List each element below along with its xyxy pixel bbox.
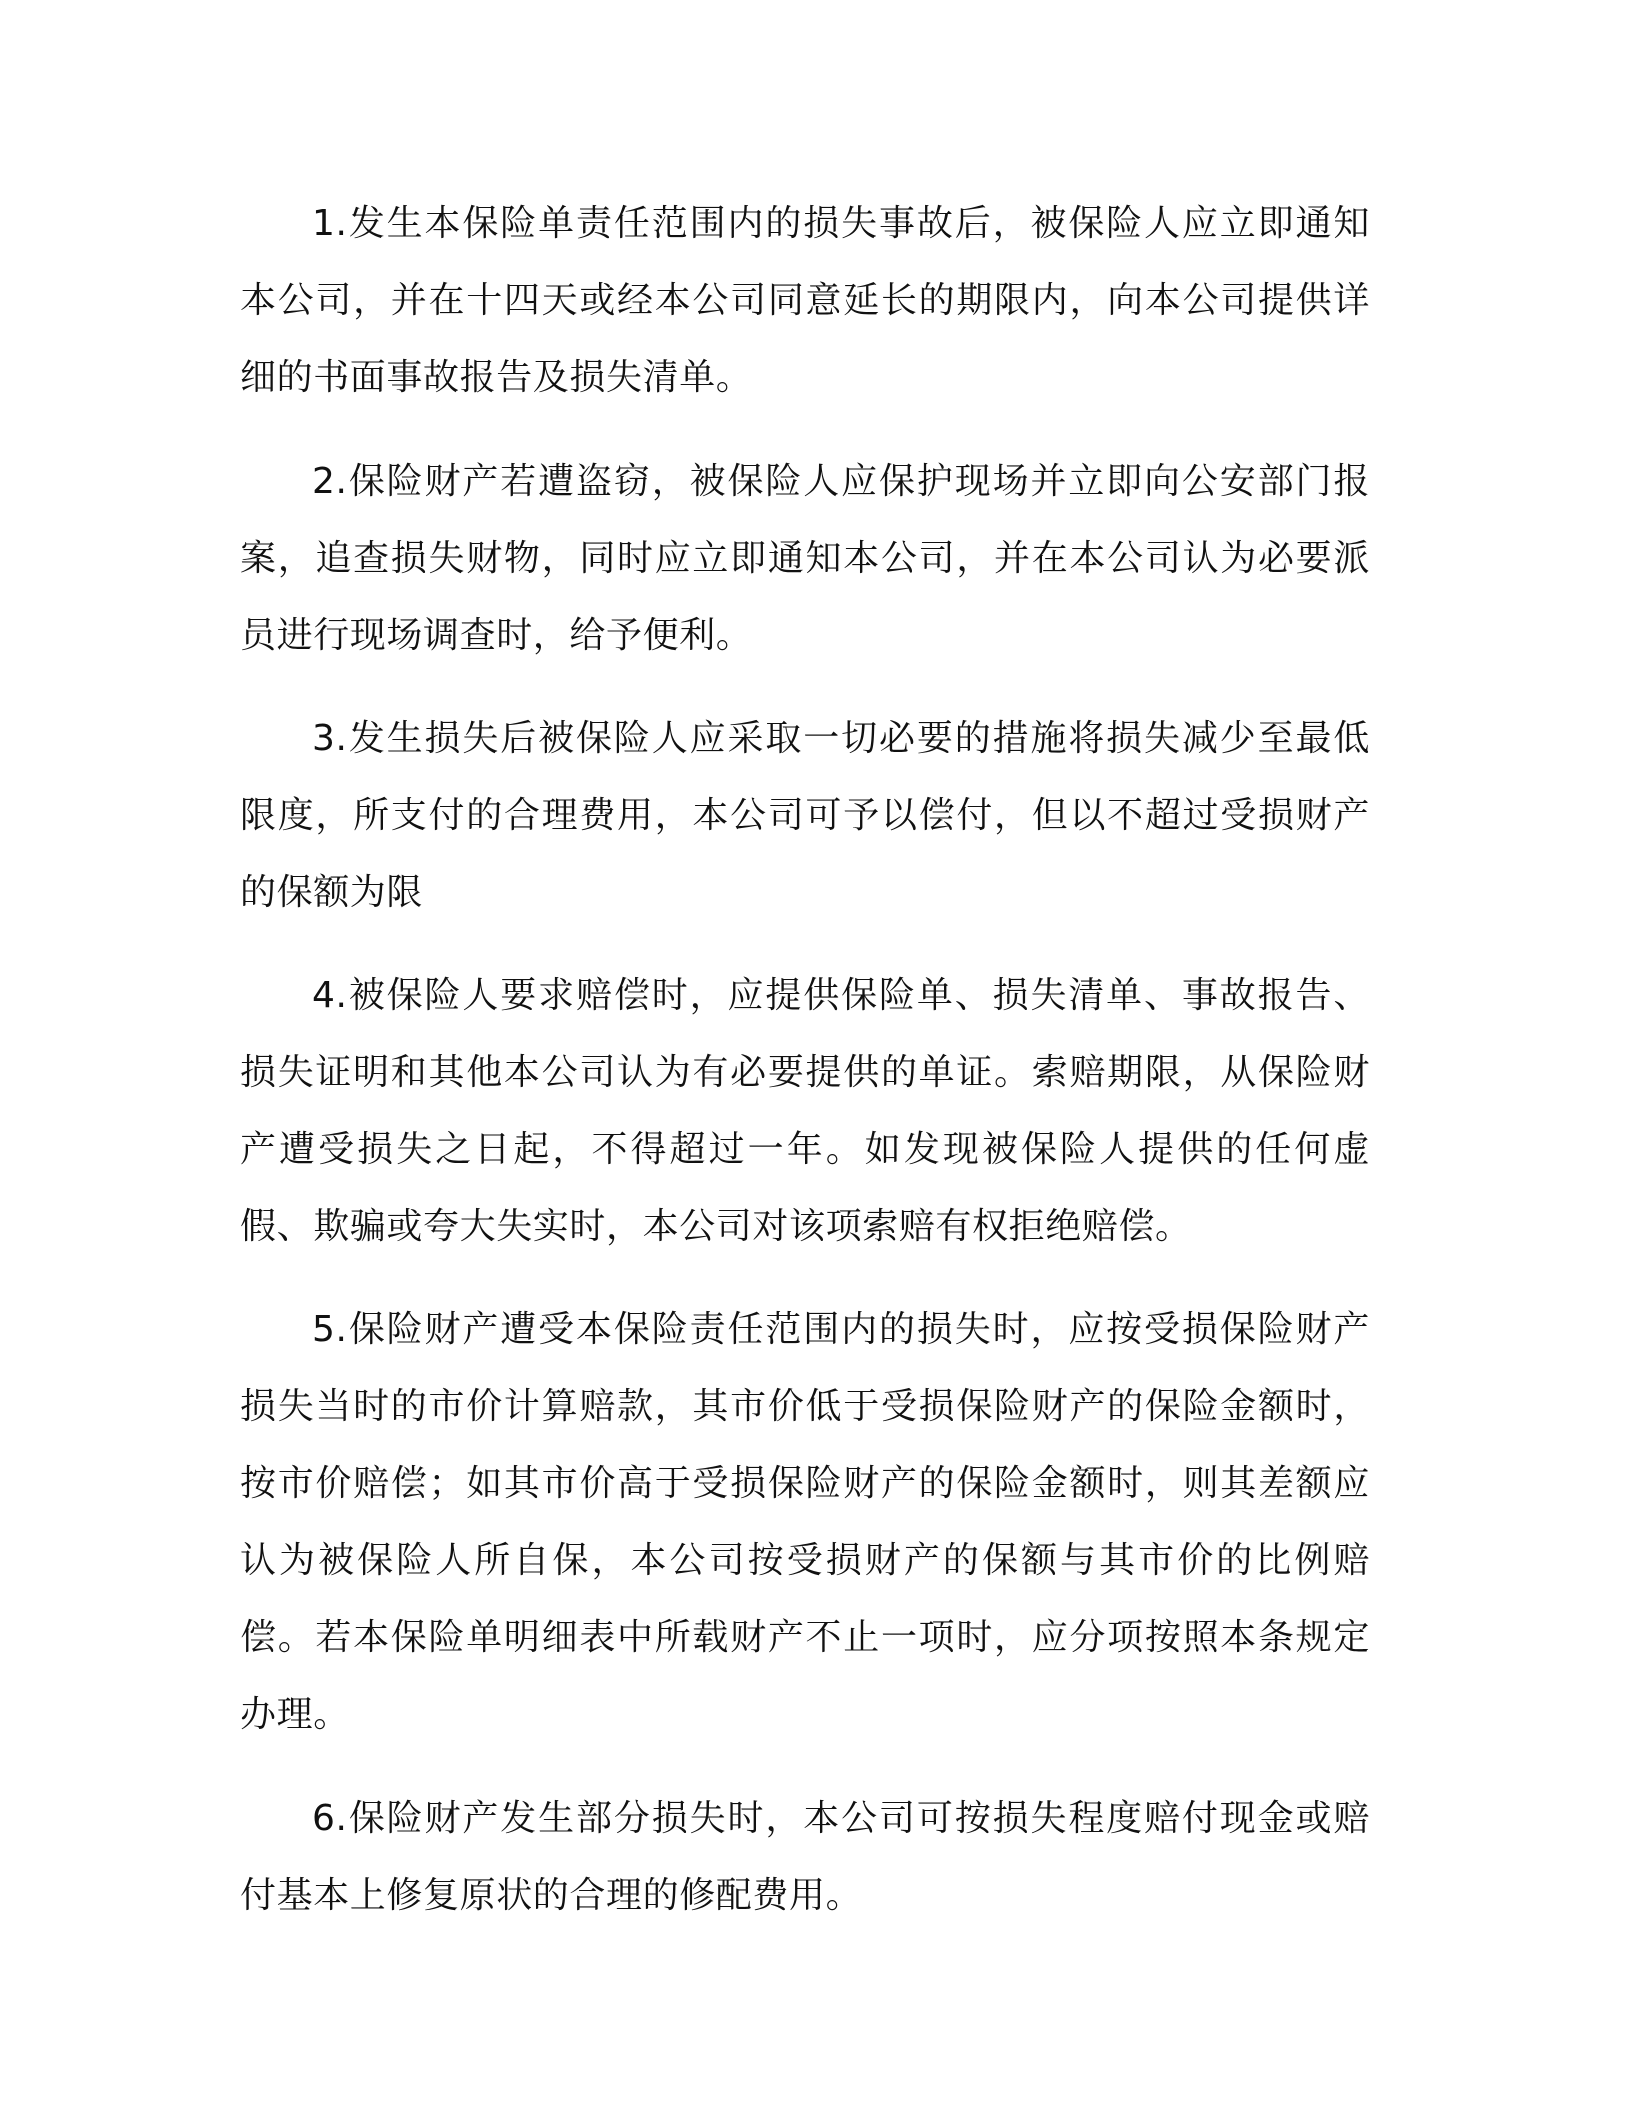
clause-paragraph-6: 6.保险财产发生部分损失时，本公司可按损失程度赔付现金或赔付基本上修复原状的合理的修配费用。 [240, 1798, 1370, 1916]
clause-paragraph-5: 5.保险财产遭受本保险责任范围内的损失时，应按受损保险财产损失当时的市价计算赔款，其市价低于受损保险财产的保险金额时，按市价赔偿；如其市价高于受损保险财产的保险金额时，则其差额应认为被保险人所自保，本公司按受损财产的保额与其市价的比例赔偿。若本保险单明细表中所载财产不止一项时，应分项按照本条规定办理。 [240, 1309, 1370, 1735]
clause-paragraph-2: 2.保险财产若遭盗窃，被保险人应保护现场并立即向公安部门报案，追查损失财物，同时应立即通知本公司，并在本公司认为必要派员进行现场调查时，给予便利。 [240, 461, 1370, 656]
clause-paragraph-4: 4.被保险人要求赔偿时，应提供保险单、损失清单、事故报告、损失证明和其他本公司认为有必要提供的单证。索赔期限，从保险财产遭受损失之日起，不得超过一年。如发现被保险人提供的任何虚假、欺骗或夸大失实时，本公司对该项索赔有权拒绝赔偿。 [240, 975, 1370, 1247]
clause-paragraph-3: 3.发生损失后被保险人应采取一切必要的措施将损失减少至最低限度，所支付的合理费用，本公司可予以偿付，但以不超过受损财产的保额为限 [240, 718, 1370, 913]
document-body [240, 185, 1370, 1960]
clause-paragraph-1: 1.发生本保险单责任范围内的损失事故后，被保险人应立即通知本公司，并在十四天或经本公司同意延长的期限内，向本公司提供详细的书面事故报告及损失清单。 [240, 203, 1370, 398]
